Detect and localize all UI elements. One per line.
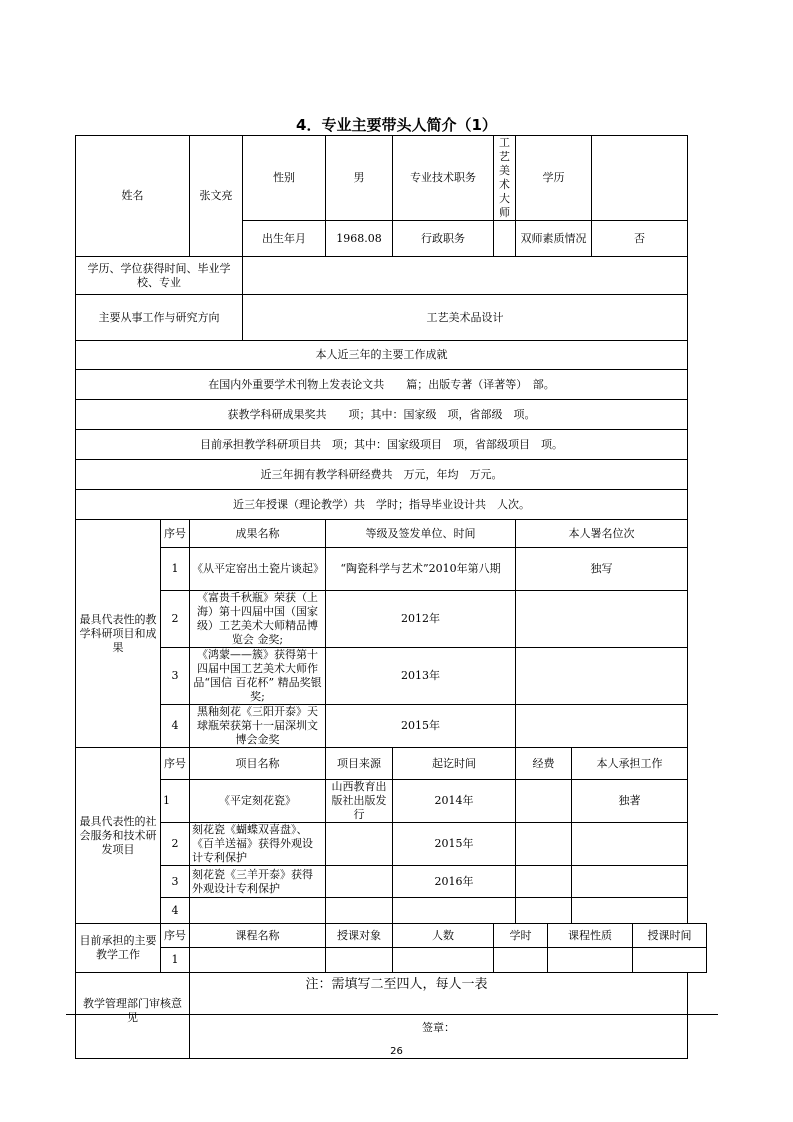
row-number: 1 — [161, 780, 190, 823]
birth-label: 出生年月 — [243, 221, 326, 257]
project-role — [572, 823, 688, 866]
column-header: 序号 — [161, 520, 190, 548]
project-funds — [516, 823, 572, 866]
achievement-name: 《富贵千秋瓶》荣获（上海）第十四届中国（国家级）工艺美术大师精品博览会 金奖; — [190, 591, 326, 648]
project-source — [326, 823, 393, 866]
column-header: 课程性质 — [548, 924, 633, 948]
project-funds — [516, 898, 572, 924]
admin-title-value — [494, 221, 516, 257]
project-source: 山西教育出版社出版发行 — [326, 780, 393, 823]
profile-table — [75, 135, 707, 1059]
column-header: 经费 — [516, 748, 572, 780]
footer-rule — [66, 1014, 718, 1015]
achievement-line: 目前承担教学科研项目共 项；其中：国家级项目 项，省部级项目 项。 — [76, 430, 688, 460]
column-header: 项目名称 — [190, 748, 326, 780]
project-name: 《平定刻花瓷》 — [190, 780, 326, 823]
dual-label: 双师素质情况 — [516, 221, 592, 257]
review-label: 教学管理部门审核意见 — [76, 973, 190, 1059]
achievement-info: 2012年 — [326, 591, 516, 648]
footnote: 注：需填写二至四人，每人一表 — [305, 977, 488, 992]
page-title: 4．专业主要带头人简介（1） — [296, 116, 497, 134]
row-number: 3 — [161, 648, 190, 705]
gender-label: 性别 — [243, 136, 326, 221]
teaching-label: 目前承担的主要教学工作 — [76, 924, 161, 973]
achievement-info: 2013年 — [326, 648, 516, 705]
author-rank — [516, 591, 688, 648]
dual-value: 否 — [592, 221, 688, 257]
achievement-name: 黑釉刻花《三阳开泰》天球瓶荣获第十一届深圳文博会金奖 — [190, 705, 326, 748]
achievement-name: 《从平定窑出土瓷片谈起》 — [190, 548, 326, 591]
project-role: 独著 — [572, 780, 688, 823]
project-period — [393, 898, 516, 924]
course-name — [190, 948, 326, 973]
column-header: 课程名称 — [190, 924, 326, 948]
project-period: 2014年 — [393, 780, 516, 823]
project-source — [326, 866, 393, 898]
course-count — [393, 948, 494, 973]
column-header: 项目来源 — [326, 748, 393, 780]
achievements-header: 本人近三年的主要工作成就 — [76, 341, 688, 370]
row-number: 3 — [161, 866, 190, 898]
education-label: 学历 — [516, 136, 592, 221]
row-number: 2 — [161, 591, 190, 648]
column-header: 序号 — [161, 748, 190, 780]
service-projects-label: 最具代表性的社会服务和技术研发项目 — [76, 748, 161, 924]
achievement-info: 2015年 — [326, 705, 516, 748]
page-number: 26 — [390, 1046, 403, 1057]
column-header: 本人承担工作 — [572, 748, 688, 780]
project-funds — [516, 780, 572, 823]
row-number: 1 — [161, 548, 190, 591]
author-rank — [516, 648, 688, 705]
tech-title-value: 工艺美术大师 — [494, 136, 516, 221]
achievement-line: 在国内外重要学术刊物上发表论文共 篇；出版专著（译著等） 部。 — [76, 370, 688, 400]
column-header: 授课时间 — [633, 924, 707, 948]
birth-value: 1968.08 — [326, 221, 393, 257]
course-nature — [548, 948, 633, 973]
project-period: 2016年 — [393, 866, 516, 898]
degree-label: 学历、学位获得时间、毕业学校、专业 — [76, 257, 243, 295]
project-source — [326, 898, 393, 924]
column-header: 授课对象 — [326, 924, 393, 948]
project-name: 刻花瓷《蝴蝶双喜盘》、《百羊送福》获得外观设计专利保护 — [190, 823, 326, 866]
achievement-name: 《鸿蒙——簇》获得第十四届中国工艺美术大师作品“国信 百花杯” 精品奖银奖; — [190, 648, 326, 705]
author-rank — [516, 705, 688, 748]
project-period: 2015年 — [393, 823, 516, 866]
course-hours — [494, 948, 548, 973]
research-projects-label: 最具代表性的教学科研项目和成果 — [76, 520, 161, 748]
project-role — [572, 898, 688, 924]
column-header: 人数 — [393, 924, 494, 948]
research-direction-value: 工艺美术品设计 — [243, 295, 688, 341]
author-rank: 独写 — [516, 548, 688, 591]
degree-value — [243, 257, 688, 295]
column-header: 序号 — [161, 924, 190, 948]
achievement-info: “陶瓷科学与艺术”2010年第八期 — [326, 548, 516, 591]
column-header: 等级及签发单位、时间 — [326, 520, 516, 548]
course-time — [633, 948, 707, 973]
project-name: 刻花瓷《三羊开泰》获得外观设计专利保护 — [190, 866, 326, 898]
education-value — [592, 136, 688, 221]
row-number: 1 — [161, 948, 190, 973]
name-value: 张文亮 — [190, 136, 243, 257]
admin-title-label: 行政职务 — [393, 221, 494, 257]
column-header: 学时 — [494, 924, 548, 948]
tech-title-label: 专业技术职务 — [393, 136, 494, 221]
column-header: 本人署名位次 — [516, 520, 688, 548]
column-header: 起讫时间 — [393, 748, 516, 780]
achievement-line: 获教学科研成果奖共 项；其中：国家级 项，省部级 项。 — [76, 400, 688, 430]
project-funds — [516, 866, 572, 898]
row-number: 2 — [161, 823, 190, 866]
project-role — [572, 866, 688, 898]
row-number: 4 — [161, 898, 190, 924]
course-target — [326, 948, 393, 973]
column-header: 成果名称 — [190, 520, 326, 548]
gender-value: 男 — [326, 136, 393, 221]
project-name — [190, 898, 326, 924]
name-label: 姓名 — [76, 136, 190, 257]
row-number: 4 — [161, 705, 190, 748]
research-direction-label: 主要从事工作与研究方向 — [76, 295, 243, 341]
signature-label: 签章： — [422, 1021, 455, 1034]
achievement-line: 近三年拥有教学科研经费共 万元，年均 万元。 — [76, 460, 688, 490]
achievement-line: 近三年授课（理论教学）共 学时；指导毕业设计共 人次。 — [76, 490, 688, 520]
